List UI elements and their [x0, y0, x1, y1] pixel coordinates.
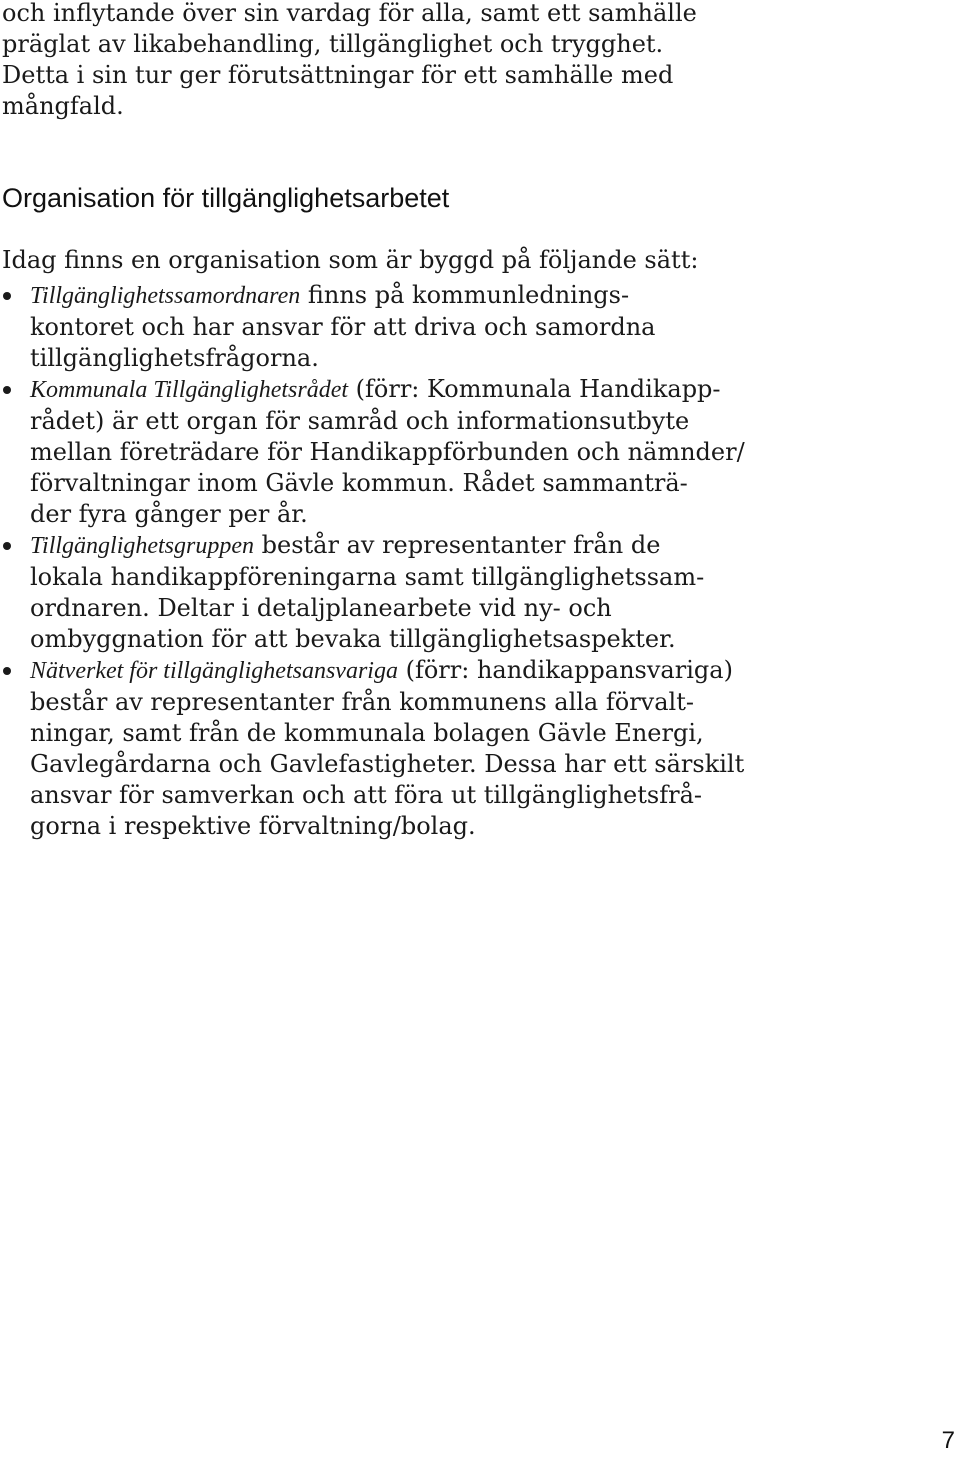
intro-line: präglat av likabehandling, tillgänglighet och trygghet.: [2, 30, 664, 58]
list-item: [0, 655, 940, 842]
list-item-first-line: [30, 280, 940, 312]
list-item: [0, 530, 940, 655]
list-item-text: (förr: Kommunala Handikapp-: [348, 375, 721, 403]
intro-line: och inflytande över sin vardag för alla, samt ett samhälle: [2, 0, 697, 27]
list-item: [0, 280, 940, 374]
list-item-term: Nätverket för tillgänglighetsansvariga: [30, 658, 398, 684]
intro-line: mångfald.: [2, 92, 124, 120]
list-item-line: ningar, samt från de kommunala bolagen Gävle Energi,: [30, 719, 704, 747]
bullet-icon: [3, 292, 11, 300]
list-item-first-line: [30, 530, 940, 562]
bullet-icon: [3, 386, 11, 394]
list-item: [0, 374, 940, 530]
list-item-line: lokala handikappföreningarna samt tillgänglighetssam-: [30, 563, 705, 591]
list-item-term: Tillgänglighetssamordnaren: [30, 283, 301, 309]
list-item-line: består av representanter från kommunens alla förvalt-: [30, 688, 694, 716]
list-item-term: Kommunala Tillgänglighetsrådet: [30, 377, 349, 403]
list-item-text: finns på kommunlednings-: [300, 281, 630, 309]
intro-line: Detta i sin tur ger förutsättningar för ett samhälle med: [2, 61, 674, 89]
list-item-line: förvaltningar inom Gävle kommun. Rådet sammanträ-: [30, 469, 688, 497]
bullet-icon: [3, 667, 11, 675]
list-item-line: mellan företrädare för Handikappförbunden och nämnder/: [30, 438, 745, 466]
list-item-line: rådet) är ett organ för samråd och informationsutbyte: [30, 407, 690, 435]
bullet-icon: [3, 542, 11, 550]
list-item-line: ansvar för samverkan och att föra ut tillgänglighetsfrå-: [30, 781, 702, 809]
list-item-line: Gavlegårdarna och Gavlefastigheter. Dessa har ett särskilt: [30, 750, 745, 778]
section-heading: Organisation för tillgänglighetsarbetet: [2, 183, 450, 213]
list-item-line: der fyra gånger per år.: [30, 500, 308, 528]
list-item-term: Tillgänglighetsgruppen: [30, 533, 255, 559]
intro-paragraph: [2, 0, 942, 122]
list-item-first-line: [30, 655, 940, 687]
organisation-list: [0, 280, 940, 842]
list-item-line: gorna i respektive förvaltning/bolag.: [30, 812, 476, 840]
list-item-line: tillgänglighetsfrågorna.: [30, 344, 319, 372]
list-item-line: ordnaren. Deltar i detaljplanearbete vid ny- och: [30, 594, 612, 622]
list-item-text: (förr: handikappansvariga): [397, 656, 733, 684]
list-item-text: består av representanter från de: [254, 531, 661, 559]
page-number: 7: [941, 1427, 955, 1454]
list-item-line: kontoret och har ansvar för att driva och samordna: [30, 313, 656, 341]
list-item-line: ombyggnation för att bevaka tillgänglighetsaspekter.: [30, 625, 676, 653]
section-lead: Idag finns en organisation som är byggd på följande sätt:: [2, 246, 699, 274]
list-item-first-line: [30, 374, 940, 406]
